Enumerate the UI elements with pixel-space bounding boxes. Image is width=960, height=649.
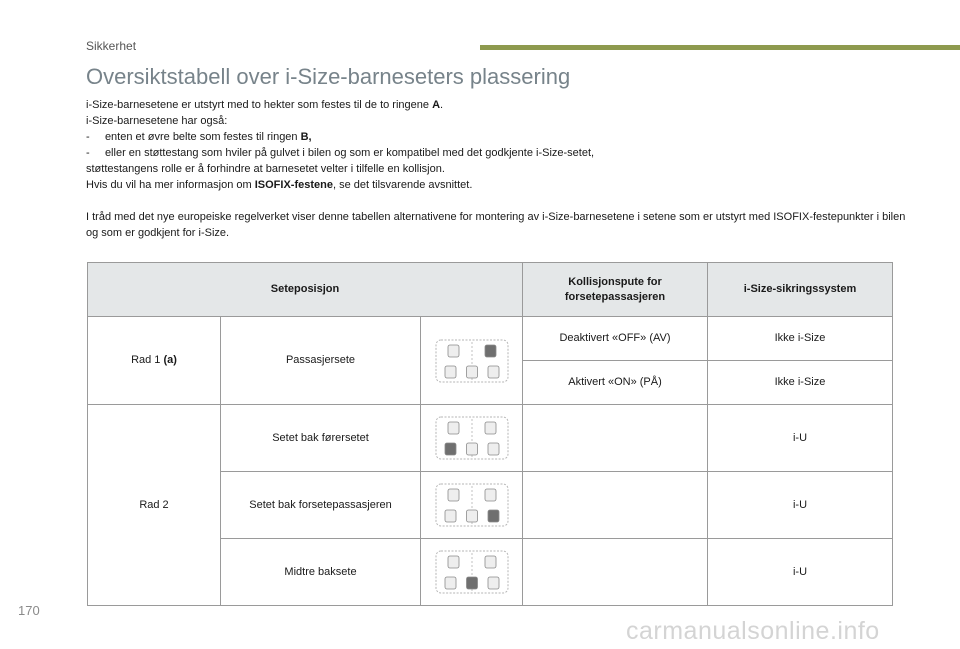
- header-airbag-line-1: Kollisjonspute for: [568, 275, 662, 288]
- header-isize: i-Size-sikringssystem: [708, 263, 893, 317]
- row1-seat-name: Passasjersete: [221, 317, 421, 405]
- header-seat-position: Seteposisjon: [88, 263, 523, 317]
- header-airbag-line-2: forsetepassasjeren: [564, 290, 666, 303]
- row2-label: Rad 2: [88, 405, 221, 606]
- row1-isize-on: Ikke i-Size: [708, 361, 893, 405]
- intro-line-5: støttestangens rolle er å forhindre at barnesetet velter i tilfelle en kollisjon.: [86, 163, 445, 175]
- table-row: [88, 405, 893, 472]
- intro-line-1: [86, 97, 906, 113]
- passenger-seat-diagram-icon: [434, 338, 510, 384]
- section-accent-bar: [480, 45, 960, 50]
- ring-a-label: A: [432, 99, 441, 111]
- row2-seat-diagram: [421, 539, 523, 606]
- section-label: Sikkerhet: [86, 39, 137, 53]
- intro-line-6-end: , se det tilsvarende avsnittet.: [332, 179, 473, 191]
- table-header-row: [88, 263, 893, 317]
- row1-label: [88, 317, 221, 405]
- intro-line-1-text: i-Size-barnesetene er utstyrt med to hekter som festes til de to ringene: [86, 99, 433, 111]
- intro-text: [86, 97, 906, 241]
- rear-right-seat-diagram-icon: [434, 482, 510, 528]
- row1-airbag-on: Aktivert «ON» (PÅ): [523, 361, 708, 405]
- row2-seat-name: Midtre baksete: [221, 539, 421, 606]
- row2-airbag-empty: [523, 472, 708, 539]
- row1-seat-diagram: [421, 317, 523, 405]
- row2-isize: i-U: [708, 405, 893, 472]
- row2-isize: i-U: [708, 539, 893, 606]
- isofix-link-text: ISOFIX-festene: [254, 179, 333, 191]
- row2-airbag-empty: [523, 405, 708, 472]
- intro-line-4: - eller en støttestang som hviler på gulvet i bilen og som er kompatibel med det godkjente i-Size-setet,: [86, 147, 595, 159]
- row1-label-text: Rad 1: [131, 354, 164, 366]
- row2-airbag-empty: [523, 539, 708, 606]
- row1-airbag-off: Deaktivert «OFF» (AV): [523, 317, 708, 361]
- intro-line-6-text: Hvis du vil ha mer informasjon om: [86, 179, 255, 191]
- page-number: 170: [18, 603, 40, 618]
- row2-seat-diagram: [421, 472, 523, 539]
- ring-b-label: B,: [300, 131, 312, 143]
- header-airbag: [523, 263, 708, 317]
- isize-seat-table: [87, 262, 893, 606]
- page-title: Oversiktstabell over i-Size-barneseters plassering: [86, 64, 571, 89]
- intro-line-1-end: .: [440, 99, 444, 111]
- watermark: carmanualsonline.info: [626, 617, 880, 645]
- row2-seat-diagram: [421, 405, 523, 472]
- intro-paragraph-2: I tråd med det nye europeiske regelverket viser denne tabellen alternativene for montering av i-Size-barnesetene i setene som er utstyrt med ISOFIX-festepunkter i bilen og som er godkjent for i-Size.: [86, 211, 906, 239]
- rear-middle-seat-diagram-icon: [434, 549, 510, 595]
- row2-isize: i-U: [708, 472, 893, 539]
- rear-left-seat-diagram-icon: [434, 415, 510, 461]
- intro-line-3-text: - enten et øvre belte som festes til ringen: [86, 131, 301, 143]
- intro-line-6: [86, 177, 906, 193]
- table-row: [88, 317, 893, 361]
- row1-isize-off: Ikke i-Size: [708, 317, 893, 361]
- intro-line-3: [86, 129, 906, 145]
- intro-line-2: i-Size-barnesetene har også:: [86, 115, 228, 127]
- row2-seat-name: Setet bak forsetepassasjeren: [221, 472, 421, 539]
- row1-label-note: (a): [163, 354, 177, 366]
- row2-seat-name: Setet bak førersetet: [221, 405, 421, 472]
